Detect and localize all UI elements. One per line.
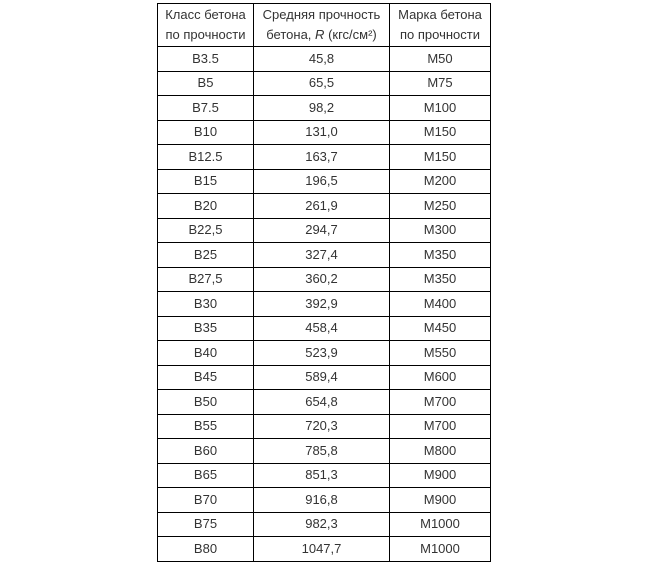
table-row: [158, 292, 491, 317]
strength-class-cell: B25: [158, 243, 254, 268]
strength-class-cell: B45: [158, 365, 254, 390]
average-strength-cell: 589,4: [254, 365, 390, 390]
concrete-grade-cell: M350: [390, 267, 491, 292]
concrete-grade-cell: M700: [390, 390, 491, 415]
concrete-grade-cell: M100: [390, 96, 491, 121]
header-concrete-grade-line2: по прочности: [400, 27, 480, 42]
header-strength-class-line2: по прочности: [165, 27, 246, 42]
concrete-grade-cell: M1000: [390, 537, 491, 562]
average-strength-cell: 523,9: [254, 341, 390, 366]
table-body: [158, 47, 491, 562]
average-strength-cell: 196,5: [254, 169, 390, 194]
table-row: [158, 218, 491, 243]
concrete-grade-cell: M900: [390, 463, 491, 488]
concrete-grade-cell: M200: [390, 169, 491, 194]
average-strength-cell: 1047,7: [254, 537, 390, 562]
strength-class-cell: B5: [158, 71, 254, 96]
table-row: [158, 365, 491, 390]
concrete-grade-cell: M150: [390, 120, 491, 145]
strength-class-cell: B3.5: [158, 47, 254, 72]
average-strength-cell: 45,8: [254, 47, 390, 72]
header-strength-class-line1: Класс бетона: [165, 7, 246, 22]
table-row: [158, 341, 491, 366]
table-row: [158, 316, 491, 341]
average-strength-cell: 65,5: [254, 71, 390, 96]
concrete-grade-cell: M1000: [390, 512, 491, 537]
table-row: [158, 439, 491, 464]
average-strength-cell: 327,4: [254, 243, 390, 268]
strength-class-cell: B15: [158, 169, 254, 194]
average-strength-cell: 851,3: [254, 463, 390, 488]
concrete-grade-cell: M250: [390, 194, 491, 219]
concrete-grade-cell: M550: [390, 341, 491, 366]
table-row: [158, 390, 491, 415]
header-concrete-grade-line1: Марка бетона: [398, 7, 482, 22]
header-average-strength: [254, 4, 390, 47]
concrete-grade-cell: M450: [390, 316, 491, 341]
average-strength-cell: 916,8: [254, 488, 390, 513]
average-strength-cell: 163,7: [254, 145, 390, 170]
strength-class-cell: B7.5: [158, 96, 254, 121]
table-row: [158, 537, 491, 562]
header-row: [158, 4, 491, 47]
table-row: [158, 414, 491, 439]
header-average-strength-variable: R: [315, 27, 325, 42]
strength-class-cell: B65: [158, 463, 254, 488]
table-row: [158, 488, 491, 513]
strength-class-cell: B80: [158, 537, 254, 562]
table-row: [158, 243, 491, 268]
strength-class-cell: B75: [158, 512, 254, 537]
concrete-grade-cell: M400: [390, 292, 491, 317]
strength-class-cell: B40: [158, 341, 254, 366]
average-strength-cell: 654,8: [254, 390, 390, 415]
header-average-strength-prefix: бетона,: [266, 27, 312, 42]
concrete-grade-cell: M350: [390, 243, 491, 268]
strength-class-cell: B50: [158, 390, 254, 415]
strength-class-cell: B20: [158, 194, 254, 219]
strength-class-cell: B22,5: [158, 218, 254, 243]
table-row: [158, 267, 491, 292]
table-row: [158, 120, 491, 145]
concrete-grade-cell: M50: [390, 47, 491, 72]
strength-class-cell: B12.5: [158, 145, 254, 170]
strength-class-cell: B27,5: [158, 267, 254, 292]
table-row: [158, 463, 491, 488]
table-row: [158, 194, 491, 219]
concrete-grade-cell: M150: [390, 145, 491, 170]
concrete-grade-cell: M75: [390, 71, 491, 96]
average-strength-cell: 98,2: [254, 96, 390, 121]
strength-class-cell: B55: [158, 414, 254, 439]
strength-class-cell: B10: [158, 120, 254, 145]
average-strength-cell: 720,3: [254, 414, 390, 439]
concrete-grade-cell: M800: [390, 439, 491, 464]
concrete-grade-cell: M600: [390, 365, 491, 390]
average-strength-cell: 982,3: [254, 512, 390, 537]
average-strength-cell: 360,2: [254, 267, 390, 292]
average-strength-cell: 294,7: [254, 218, 390, 243]
average-strength-cell: 131,0: [254, 120, 390, 145]
strength-class-cell: B35: [158, 316, 254, 341]
header-average-strength-line2: [254, 25, 389, 45]
table-row: [158, 96, 491, 121]
average-strength-cell: 261,9: [254, 194, 390, 219]
concrete-grade-cell: M700: [390, 414, 491, 439]
header-average-strength-line1: Средняя прочность: [262, 7, 381, 22]
concrete-grade-cell: M900: [390, 488, 491, 513]
average-strength-cell: 458,4: [254, 316, 390, 341]
header-average-strength-unit: (кгс/см²): [328, 27, 377, 42]
table-row: [158, 169, 491, 194]
concrete-grade-cell: M300: [390, 218, 491, 243]
table-row: [158, 145, 491, 170]
strength-class-cell: B30: [158, 292, 254, 317]
header-strength-class: [158, 4, 254, 47]
concrete-strength-table: [157, 3, 491, 562]
header-concrete-grade: [390, 4, 491, 47]
table-row: [158, 512, 491, 537]
table-row: [158, 71, 491, 96]
table-row: [158, 47, 491, 72]
strength-class-cell: B70: [158, 488, 254, 513]
average-strength-cell: 392,9: [254, 292, 390, 317]
average-strength-cell: 785,8: [254, 439, 390, 464]
strength-class-cell: B60: [158, 439, 254, 464]
